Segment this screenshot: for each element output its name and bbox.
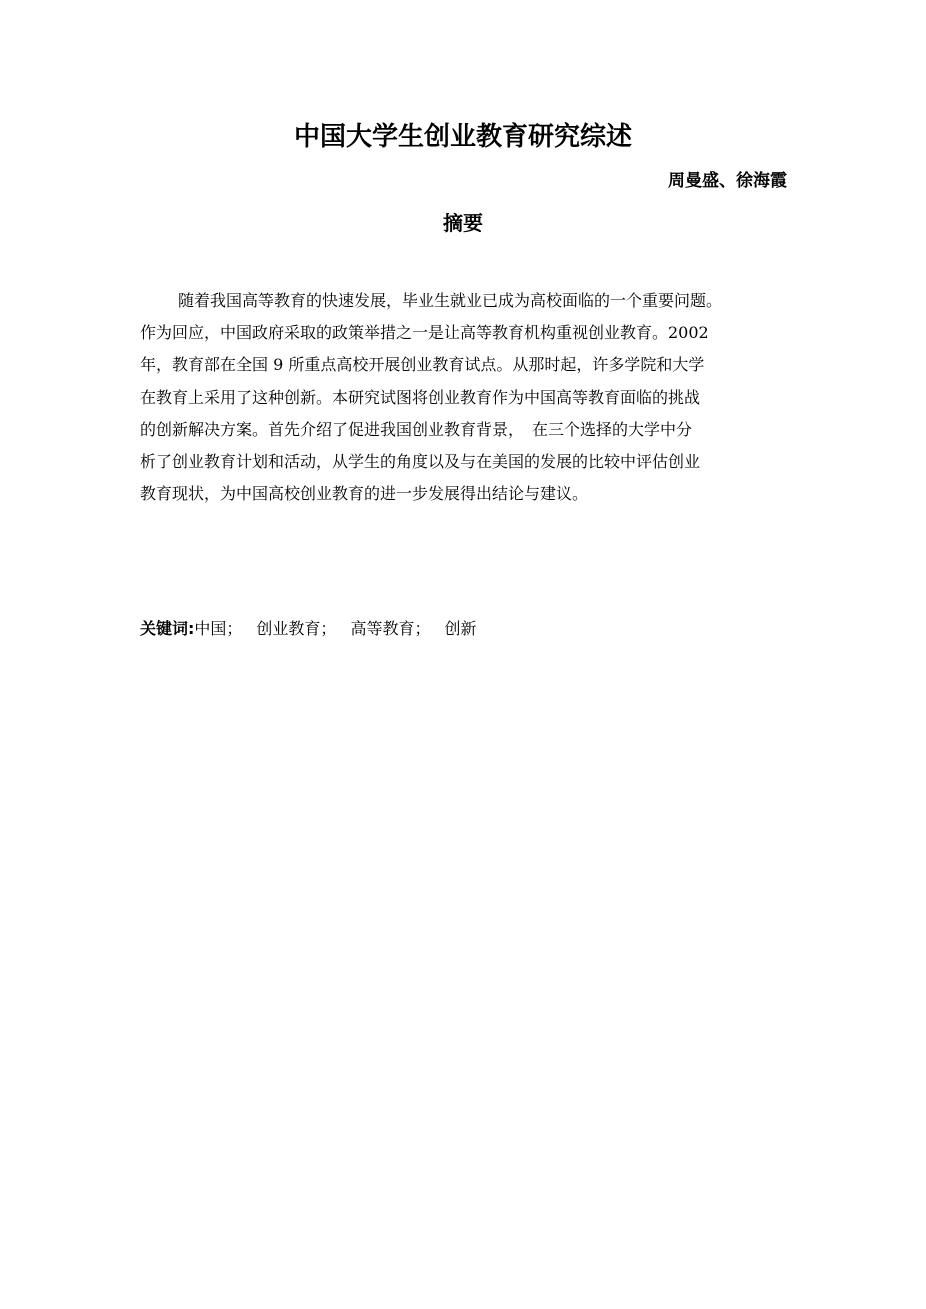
paper-authors: 周曼盛、徐海霞 <box>668 171 787 191</box>
keyword-item: 创新 <box>444 619 477 638</box>
abstract-line: 在教育上采用了这种创新。本研究试图将创业教育作为中国高等教育面临的挑战 <box>140 387 701 407</box>
keyword-item: 中国； <box>194 619 243 638</box>
abstract-body <box>140 285 792 510</box>
abstract-line: 的创新解决方案。首先介绍了促进我国创业教育背景， 在三个选择的大学中分 <box>140 419 693 439</box>
keywords-line <box>140 615 792 643</box>
keyword-item: 创业教育； <box>256 619 337 638</box>
abstract-line: 作为回应，中国政府采取的政策举措之一是让高等教育机构重视创业教育。2002 <box>140 323 709 343</box>
keyword-item: 高等教育； <box>350 619 431 638</box>
abstract-line: 年，教育部在全国 9 所重点高校开展创业教育试点。从那时起，许多学院和大学 <box>140 355 705 375</box>
abstract-heading: 摘要 <box>443 211 483 235</box>
abstract-line: 教育现状，为中国高校创业教育的进一步发展得出结论与建议。 <box>140 484 589 504</box>
paper-title: 中国大学生创业教育研究综述 <box>293 122 632 152</box>
abstract-line: 随着我国高等教育的快速发展，毕业生就业已成为高校面临的一个重要问题。 <box>178 291 723 310</box>
abstract-line: 析了创业教育计划和活动，从学生的角度以及与在美国的发展的比较中评估创业 <box>140 452 701 472</box>
keywords-label: 关键词: <box>140 619 195 638</box>
